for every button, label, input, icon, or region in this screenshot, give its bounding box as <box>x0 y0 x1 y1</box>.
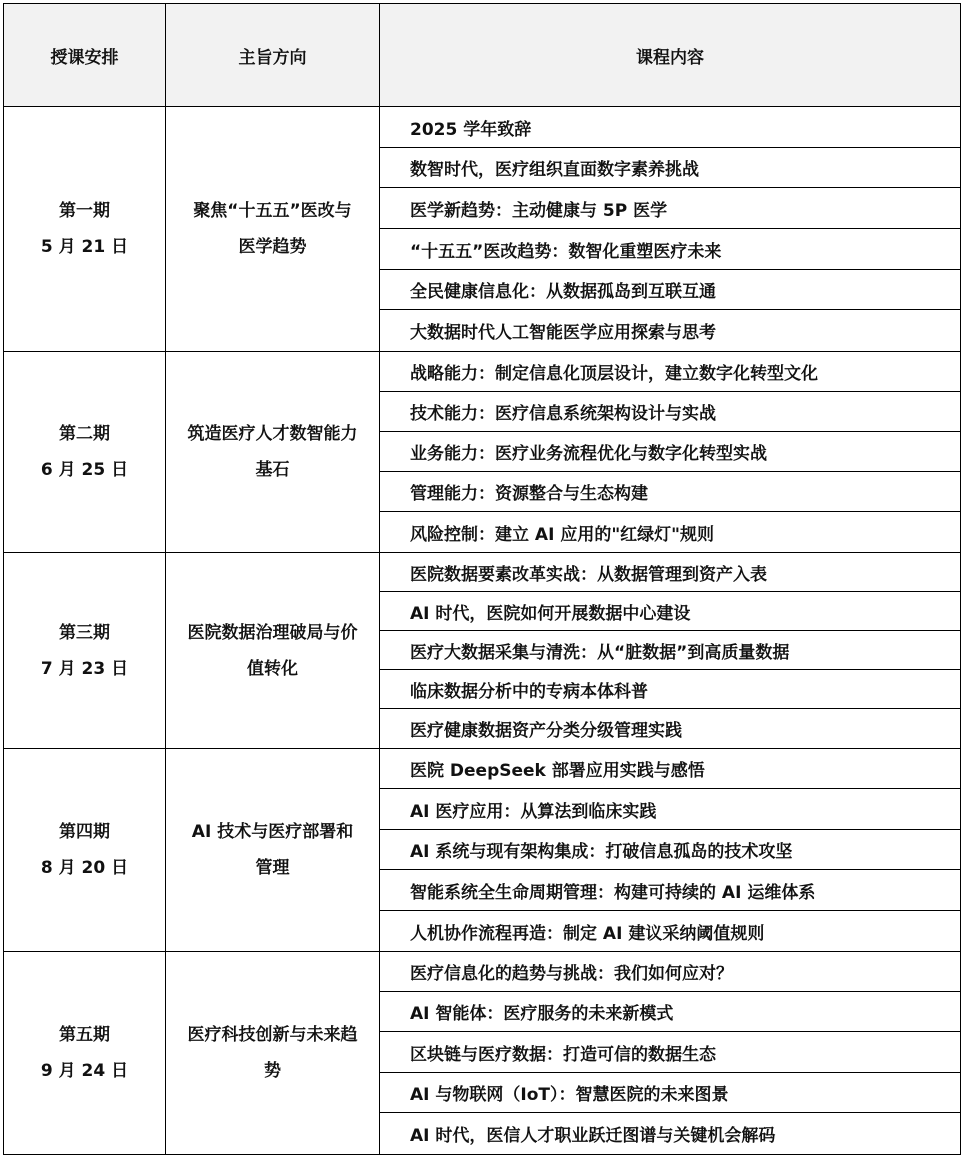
period-topics-cell <box>380 553 960 748</box>
period-block <box>4 952 960 1154</box>
period-theme-cell <box>166 952 379 1154</box>
period-block <box>4 749 960 952</box>
period-name: 第一期 <box>59 201 110 221</box>
topic-row: 数智时代，医疗组织直面数字素养挑战 <box>380 148 960 188</box>
header-schedule: 授课安排 <box>50 47 119 68</box>
period-theme-cell <box>166 553 379 748</box>
period-theme-line: 聚焦“十五五”医改与 <box>193 201 352 221</box>
period-schedule-cell <box>4 952 165 1154</box>
topic-row: 医疗信息化的趋势与挑战：我们如何应对？ <box>380 952 960 992</box>
topic-row: 技术能力：医疗信息系统架构设计与实战 <box>380 392 960 432</box>
period-date: 7 月 23 日 <box>40 658 129 679</box>
period-name: 第三期 <box>59 622 110 643</box>
topic-row: AI 系统与现有架构集成：打破信息孤岛的技术攻坚 <box>380 830 960 870</box>
period-theme-line: 值转化 <box>247 658 298 679</box>
topic-row: AI 时代，医院如何开展数据中心建设 <box>380 592 960 631</box>
period-theme-line: 基石 <box>255 460 290 480</box>
period-schedule-cell <box>4 107 165 351</box>
course-schedule-table <box>3 3 961 1155</box>
period-date: 9 月 24 日 <box>40 1061 129 1081</box>
period-theme-cell <box>166 749 379 951</box>
period-theme-line: 医疗科技创新与未来趋 <box>187 1025 358 1045</box>
header-theme: 主旨方向 <box>238 47 307 68</box>
topic-row: 业务能力：医疗业务流程优化与数字化转型实战 <box>380 432 960 472</box>
period-theme-line: 势 <box>264 1061 281 1081</box>
topic-row: 区块链与医疗数据：打造可信的数据生态 <box>380 1032 960 1073</box>
topic-row: 人机协作流程再造：制定 AI 建议采纳阈值规则 <box>410 923 765 944</box>
topic-row: AI 医疗应用：从算法到临床实践 <box>380 789 960 830</box>
period-schedule-cell <box>4 553 165 748</box>
period-date: 6 月 25 日 <box>40 460 129 480</box>
topic-row: AI 时代，医信人才职业跃迁图谱与关键机会解码 <box>410 1125 776 1146</box>
topic-row: AI 智能体：医疗服务的未来新模式 <box>380 992 960 1032</box>
topic-row: 智能系统全生命周期管理：构建可持续的 AI 运维体系 <box>380 870 960 911</box>
topic-row: 医学新趋势：主动健康与 5P 医学 <box>380 188 960 229</box>
period-block <box>4 107 960 352</box>
period-name: 第四期 <box>59 822 110 842</box>
period-schedule-cell <box>4 749 165 951</box>
period-theme-line: 医院数据治理破局与价 <box>187 622 358 643</box>
period-theme-line: 管理 <box>255 858 290 878</box>
period-theme-cell <box>166 107 379 351</box>
period-topics-cell <box>380 749 960 951</box>
table-header <box>4 4 960 107</box>
topic-row: AI 与物联网（IoT）：智慧医院的未来图景 <box>380 1073 960 1113</box>
topic-row: 医疗大数据采集与清洗：从“脏数据”到高质量数据 <box>380 631 960 670</box>
period-topics-cell <box>380 352 960 552</box>
period-theme-line: 筑造医疗人才数智能力 <box>187 424 358 444</box>
topic-row: 2025 学年致辞 <box>380 107 960 148</box>
period-theme-line: AI 技术与医疗部署和 <box>191 822 354 842</box>
topic-row: 全民健康信息化：从数据孤岛到互联互通 <box>380 270 960 310</box>
period-name: 第五期 <box>59 1025 110 1045</box>
topic-row: 医院数据要素改革实战：从数据管理到资产入表 <box>380 553 960 592</box>
period-block <box>4 553 960 749</box>
topic-row: 医疗健康数据资产分类分级管理实践 <box>410 721 682 741</box>
topic-row: “十五五”医改趋势：数智化重塑医疗未来 <box>380 229 960 270</box>
header-content: 课程内容 <box>636 47 704 68</box>
period-date: 5 月 21 日 <box>40 237 129 257</box>
topic-row: 大数据时代人工智能医学应用探索与思考 <box>410 323 716 343</box>
period-topics-cell <box>380 107 960 351</box>
topic-row: 风险控制：建立 AI 应用的"红绿灯"规则 <box>410 524 715 545</box>
topic-row: 战略能力：制定信息化顶层设计，建立数字化转型文化 <box>380 352 960 392</box>
period-block <box>4 352 960 553</box>
period-date: 8 月 20 日 <box>40 858 129 878</box>
period-name: 第二期 <box>59 424 110 444</box>
topic-row: 临床数据分析中的专病本体科普 <box>380 670 960 709</box>
period-theme-line: 医学趋势 <box>238 237 307 257</box>
period-schedule-cell <box>4 352 165 552</box>
period-theme-cell <box>166 352 379 552</box>
topic-row: 医院 DeepSeek 部署应用实践与感悟 <box>380 749 960 789</box>
topic-row: 管理能力：资源整合与生态构建 <box>380 472 960 512</box>
period-topics-cell <box>380 952 960 1154</box>
